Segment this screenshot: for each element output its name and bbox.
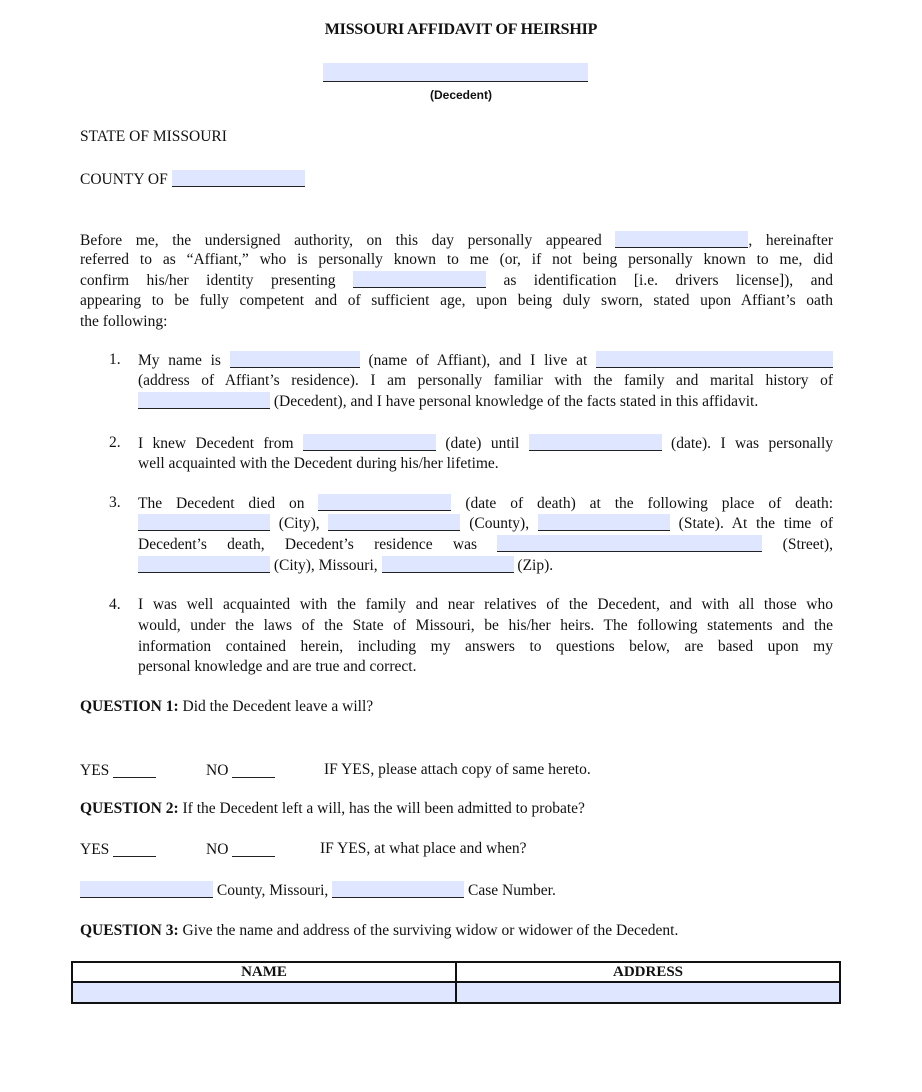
item-number: 1. [109,351,121,368]
item-text: (date of death) at the following place of death: [465,495,833,512]
item-text: (Street), [782,536,834,553]
item-text: (Zip). [517,557,554,574]
intro-text: Before me, the undersigned authority, on this day personally appeared [80,232,602,249]
document-title: MISSOURI AFFIDAVIT OF HEIRSHIP [324,21,598,38]
item4-line-1: I was well acquainted with the family and near relatives of the Decedent, and with all those who [138,596,833,613]
item4-line-4: personal knowledge and are true and correct. [138,658,417,675]
item1-line-1 [138,351,833,370]
county-line [80,170,305,189]
widow-address-field[interactable] [456,982,840,1003]
question-label: QUESTION 3: [80,922,179,939]
probate-line [80,881,556,900]
item1-line-2: (address of Affiant’s residence). I am personally familiar with the family and marital history of [138,372,833,389]
death-county-field[interactable] [328,514,460,531]
residence-street-field[interactable] [497,535,762,552]
date-from-field[interactable] [303,434,436,451]
widow-table [71,961,841,1004]
question-label: QUESTION 1: [80,698,179,715]
decedent-label: (Decedent) [429,88,492,102]
intro-line-1 [80,231,833,250]
decedent-name-field-2[interactable] [138,392,270,409]
question-text: Did the Decedent leave a will? [182,698,374,715]
item2-line-1 [138,434,833,453]
intro-line-4: appearing to be fully competent and of sufficient age, upon being duly sworn, stated upon Affiant’s oath [80,292,833,309]
item-text: (date) until [445,435,520,452]
item4-line-3: information contained herein, including my answers to questions below, are based upon my [138,638,833,655]
intro-line-3 [80,271,833,290]
intro-text: , hereinafter [748,232,834,249]
q2-note: IF YES, at what place and when? [320,840,527,857]
address-column-header: ADDRESS [456,962,840,982]
date-of-death-field[interactable] [318,494,451,511]
question-1 [80,698,373,716]
widow-name-field[interactable] [72,982,456,1003]
yes-label: YES [80,841,110,858]
case-number-label: Case Number. [468,882,556,899]
date-until-field[interactable] [529,434,662,451]
table-header-row [72,962,840,982]
item2-line-2: well acquainted with the Decedent during his/her lifetime. [138,455,499,472]
q1-yes [80,761,156,780]
death-state-field[interactable] [538,514,670,531]
q2-yes [80,840,156,859]
item-text: (date). I was personally [671,435,834,452]
probate-county-field[interactable] [80,881,213,898]
question-2 [80,800,585,818]
table-row [72,982,840,1003]
intro-text: as identification [i.e. drivers license]), and [503,272,833,289]
affiant-address-field[interactable] [596,351,833,368]
item-text: My name is [138,352,221,369]
intro-text: confirm his/her identity presenting [80,272,336,289]
item-text: (County), [469,515,530,532]
question-text: If the Decedent left a will, has the will been admitted to probate? [182,800,585,817]
death-city-field[interactable] [138,514,270,531]
decedent-name-field[interactable] [323,63,588,82]
residence-zip-field[interactable] [382,556,514,573]
item-text: I knew Decedent from [138,435,294,452]
item3-line-2 [138,514,833,533]
county-field[interactable] [172,170,305,187]
item-text: The Decedent died on [138,495,305,512]
county-label: COUNTY OF [80,171,168,188]
item-text: Decedent’s death, Decedent’s residence was [138,536,478,553]
q2-no [206,840,275,859]
item-number: 3. [109,494,121,511]
no-label: NO [206,841,229,858]
state-line: STATE OF MISSOURI [80,128,227,145]
item-text: (State). At the time of [678,515,834,532]
no-label: NO [206,762,229,779]
q2-no-field[interactable] [232,840,275,857]
item3-line-4 [138,556,553,575]
residence-city-field[interactable] [138,556,270,573]
item-text: (City), [278,515,320,532]
question-3 [80,922,678,940]
item1-line-3 [138,392,758,411]
item-text: (Decedent), and I have personal knowledge of the facts stated in this affidavit. [273,393,759,410]
item-text: (City), Missouri, [273,557,378,574]
item4-line-2: would, under the laws of the State of Missouri, be his/her heirs. The following statements and the [138,617,833,634]
yes-label: YES [80,762,110,779]
item3-line-1 [138,494,833,513]
intro-line-2: referred to as “Affiant,” who is personally known to me (or, if not being personally known to me, did [80,251,833,268]
name-column-header: NAME [72,962,456,982]
item-number: 4. [109,596,121,613]
q1-note: IF YES, please attach copy of same hereto. [324,761,591,778]
q1-yes-field[interactable] [113,761,156,778]
affiant-name-field-2[interactable] [230,351,360,368]
probate-county-label: County, Missouri, [216,882,329,899]
question-text: Give the name and address of the surviving widow or widower of the Decedent. [182,922,679,939]
intro-line-5: the following: [80,313,168,330]
question-label: QUESTION 2: [80,800,179,817]
item-number: 2. [109,434,121,451]
q1-no [206,761,275,780]
q2-yes-field[interactable] [113,840,156,857]
item3-line-3 [138,535,833,554]
q1-no-field[interactable] [232,761,275,778]
affiant-name-field[interactable] [615,231,748,248]
case-number-field[interactable] [332,881,464,898]
identification-field[interactable] [353,271,486,288]
item-text: (name of Affiant), and I live at [368,352,588,369]
